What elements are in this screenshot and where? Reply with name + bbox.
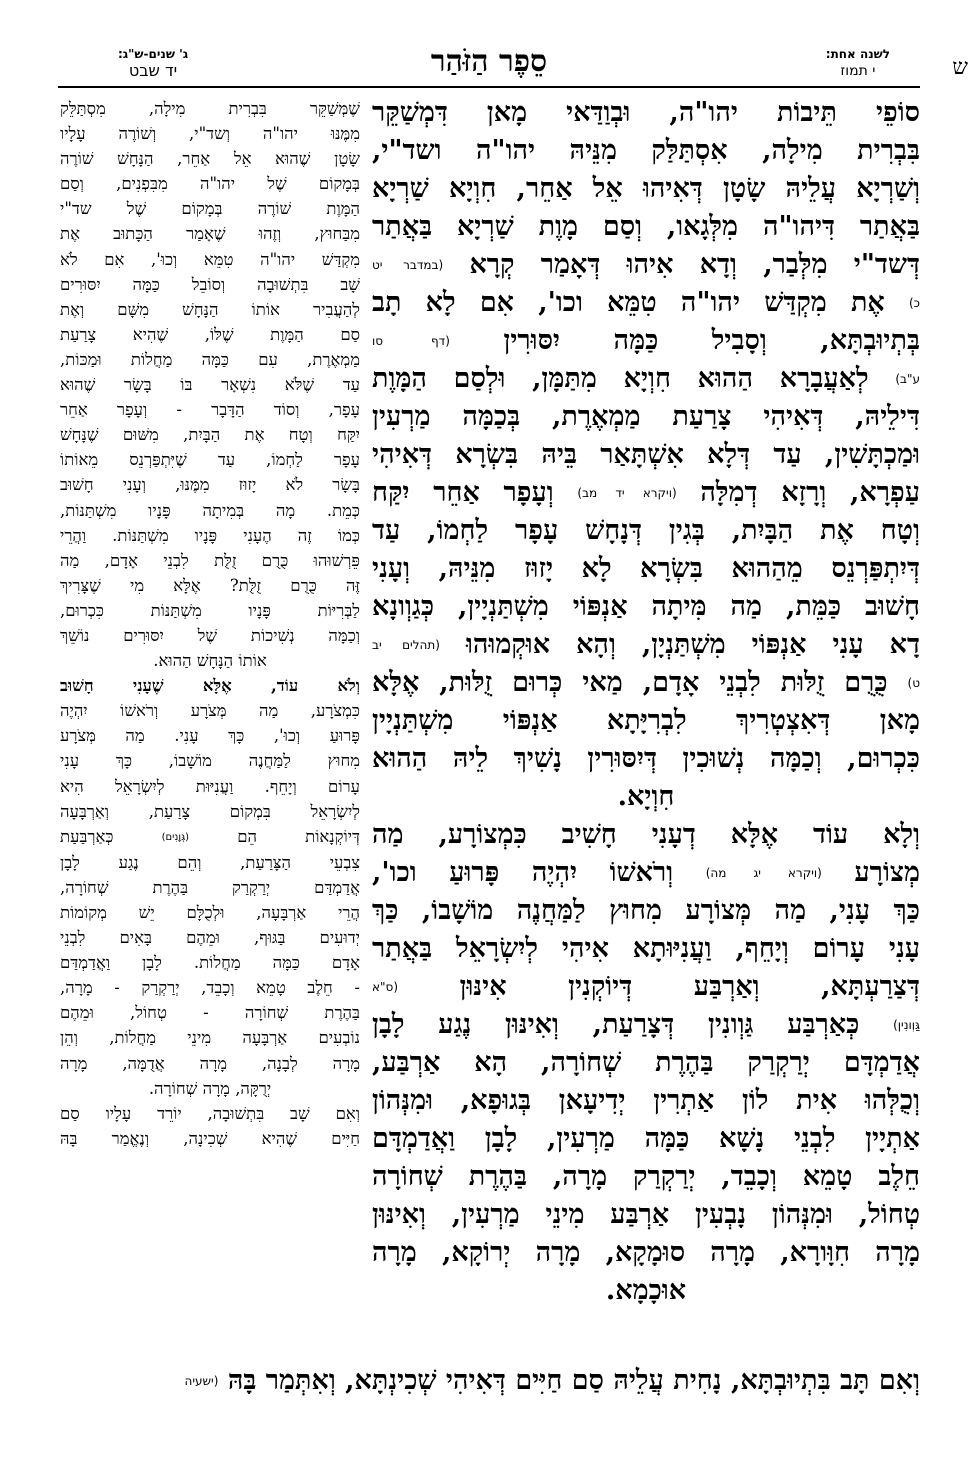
translation-line: צִבְעֵי הַצָּרַעַת, וְהֵם נֶגַע לָבָן [60,852,360,872]
translation-line: כְּמוֹ זֶה הֶעָנִי פָּנָיו מִשְׁתַּנּוֹת. וַהֲרֵי [60,525,360,545]
main-line: אַתְיָין לִבְנֵי נָשָׁא כַּמָּה מַרְעִין, לָבָן וַאֲדַמְדָּם [372,1123,920,1154]
main-line: דְּשד"י מִלְּבַר, וְדָא אִיהוּ דְּאָמַר קְרָא (במדבר יט [372,249,920,280]
translation-line: נוֹבְעִים אַרְבָּעָה מִינֵי מַחֲלוֹת, וְהֵן [60,1028,360,1048]
translation-line: לַבְּרִיּוֹת פָּנָיו מִשְׁתַּנּוֹת כִּכְרוּם, [60,600,360,620]
translation-line: עָפָר לַחְמוֹ, עַד שֶׁיִּתְפַּרְנֵס מֵאוֹתוֹ [60,450,360,470]
main-line: כַּךְ עָנִי, מַה מְּצוֹרָע מִחוּץ לַמַּחֲנֶה מוֹשָׁבוֹ, כַּךְ [372,895,920,926]
schedule-three-years-date: יד שבט [128,61,178,80]
main-line: כִּכְרוּם, וְכַמָּה נְשׁוּכִין דְּיִסּוּרִין נָשִׁיךְ לֵיהּ הַהוּא [372,743,920,774]
translation-line: מִחוּץ לַמַּחֲנֶה מוֹשָׁבוֹ, כָּךְ עָנִי [60,751,360,771]
main-line: וְטָח אֶת הַבָּיִת, בְּגִין דְּנָחָשׁ עָפָר לַחְמוֹ, עַד [372,515,920,546]
verse-reference: (ויקרא יג מה) [705,866,822,880]
main-line: מָאן דְּאִצְטְרִיךְ לִבְרִיָּתָא אַנְפּוֹי מִשְׁתַּנְיָין [372,705,920,736]
main-line: דִּילֵיהּ, דְּאִיהִי צָרַעַת מַמְאֶרֶת, בְּכַמָּה מַרְעִין [372,401,920,432]
translation-line: דְּיוֹקְנָאוֹת הֵם (גְּוָנִים) כְּאַרְבַּעַת [60,826,360,846]
translation-line: בְּמָקוֹם שֶׁל יהו"ה מִבִּפְנִים, וְסַם [60,174,360,194]
variant-reference: גַּוְונִין) [893,1018,920,1032]
variant-reference: (ס"א [372,980,399,994]
full-width-line [60,1362,920,1400]
main-line: עַפְרָא, וְרָזָא דְמִלָּה (ויקרא יד מב) וְעָפָר אַחֵר יִקַּח [372,477,920,508]
main-line: דְּיִתְפַּרְנֵס מֵהַהוּא בִּשְׂרָא לָא יָזוּז מִנֵּיהּ, וְעָנִי [372,553,920,584]
translation-line: שָׂטָן שֶׁהוּא אֵל אַחֵר, הַנָּחָשׁ שׁוֹרֶה [60,149,360,169]
translation-line: זֶּה כֻּרֻם זֻלֻּת? אֶלָּא מִי שֶׁצָּרִיךְ [60,575,360,595]
translation-line: עַד שֶׁלֹּא נִשְׁאָר בּוֹ בָּשָׂר שֶׁהוּא [60,375,360,395]
translation-line: כְּמֵת. מָה בְּמִיתָה פָּנָיו מִשְׁתַּנּוֹת, [60,500,360,520]
translation-line: מִבַּחוּץ, וְזֶהוּ שֶׁאָמַר הַכָּתוּב אֶת [60,224,360,244]
folio-reference: (דף סו [372,334,450,348]
main-line: בְּתְיוּבְתָּא, וְסָבִיל כַּמָּה יִסּוּרִין (דף סו [372,325,920,356]
main-line: ע"ב) לְאַעֲבָרָא הַהוּא חִוְיָא מִתַּמָּן, וּלְסַם הַמָּוֶת [372,363,920,394]
main-line: וְשַׁרְיָא עֲלֵיהּ שָׂטָן דְּאִיהוּ אֵל אַחֵר, חִוְיָא שַׁרְיָא [372,173,920,204]
verse-reference: כ) [908,296,921,310]
translation-line: שָׁב בִּתְשׁוּבָה וְסוֹבֵל כַּמָּה יִסּוּרִים [60,274,360,294]
main-line: דְּצַרַעְתָּא, וְאַרְבַּע דְּיוֹקְנִין אִינּוּן (ס"א [372,971,920,1002]
translation-line: וְלֹא עוֹד, אֶלָּא שֶׁעָנִי חָשׁוּב [60,676,360,696]
main-line: אֲדַמְדָּם יְרַקְרַק בַּהֶרֶת שְׁחוֹרָה, הָא אַרְבַּע, [372,1047,920,1078]
main-text-column [372,94,920,1310]
translation-line: עָרוֹם וְיָחֵף. וַעֲנִיּוּת לְיִשְׂרָאֵל הִיא [60,776,360,796]
translation-line: הֲרֵי אַרְבָּעָה, וּלְכֻלָּם יֵשׁ מְקוֹמוֹת [60,903,360,922]
translation-line: מִמֶּנּוּ יהו"ה וְשד"י, וְשׁוֹרֶה עָלָיו [60,124,360,144]
variant-reference: (גְּוָנִים) [161,831,190,843]
main-line: גַּוְונִין) כְּאַרְבַּע גַּוְונִין דְּצָרַעַת, וְאִינּוּן נֶגַע לָבָן [372,1009,920,1040]
main-line: מְצוֹרָע (ויקרא יג מה) וְרֹאשׁוֹ יִהְיֶה פָּרוּעַ וכו', [372,857,921,888]
book-title: סֵפֶר הַזֹּהַר [430,44,548,79]
translation-line: לְיִשְׂרָאֵל בִּמְקוֹם צָרַעַת, וְאַרְבָּעָה [60,801,360,821]
schedule-three-years [118,46,188,80]
full-width-line-text: וְאִם תָּב בִּתְיוּבְתָּא, נָחִית עֲלֵיהּ סַם חַיִּים דְּאִיהִי שְׁכִינְתָּא, וְאִתְּמַר בָּהּ [227,1365,920,1396]
verse-reference: (תהלים יב [372,638,440,652]
page-header [58,44,968,88]
main-line: אוּכָמָא. [605,1275,687,1306]
translation-line: מַמְאֶרֶת, עִם כַּמָּה מַחֲלוֹת וּמַכּוֹת, [60,349,360,369]
main-line: כ) אֶת מִקְדַּשׁ יהו"ה טִמֵּא וכו', אִם לָא תָב [372,287,921,318]
translation-line: פֵּרְשׁוּהוּ כֻּרֻם זֻלֻּת לִבְנֵי אָדָם, מַה [60,550,360,570]
main-line: דָא עָנִי אַנְפּוֹי מִשְׁתַּנְיָן, וְהָא אוּקְמוּהוּ (תהלים יב [372,629,920,660]
main-line: חָשׁוּב כַּמֵּת, מַה מִּיתָה אַנְפּוֹי מִשְׁתַּנְיָין, כְּגַוְונָא [372,591,920,622]
main-line: בִּבְרִית מִילָה, אִסְתַּלַּק מִנֵּיהּ יהו"ה ושד"י, [372,135,920,166]
translation-line: בָּשָׂר לֹא יָזוּז מִמֶּנּוּ, וְעָנִי חָשׁוּב [60,475,360,495]
main-line: סוֹפֵי תֵּיבוֹת יהו"ה, וּבְוַדַּאי מָאן דִּמְשַׁקֵּר [372,97,920,128]
translation-line: מִקְדַּשׁ יהו"ה טִמֵּא וְכוּ', אִם לֹא [60,249,360,269]
verse-reference: (ישעיה [184,1374,219,1388]
translation-line: חַיִּים שֶׁהִיא שְׁכִינָה, וְנֶאֱמַר בָּהּ [60,1128,360,1148]
main-line: חִוְיָא. [617,781,675,812]
page-marker: ש [952,55,968,80]
main-line: עָנִי עָרוֹם וְיָחֵף, וַעֲנִיּוּתָא אִיהִי לְיִשְׂרָאֵל בַּאֲתַר [372,933,920,964]
main-line: טְחוֹל, וּמִנְּהוֹן נָבְעִין אַרְבַּע מִינֵי מַרְעִין, וְאִינּוּן [372,1199,920,1230]
translation-line: יְרֻקָּה, מָרָה שְׁחוֹרָה. [148,1078,272,1098]
translation-line: פָּרוּעַ וְכוּ', כָּךְ עָנִי. מַה מְּצֹרָע [60,726,360,746]
translation-line: יִקַּח וְטָח אֶת הַבָּיִת, מִשּׁוּם שֶׁנָּחָשׁ [60,425,360,445]
main-line: וְלָא עוֹד אֶלָּא דְעָנִי חָשִׁיב כִּמְצוֹרָע, מַה [372,819,920,850]
translation-line: יְדוּעִים בַּגּוּף, וּמֵהֶם בָּאִים לִבְנֵי [60,928,360,948]
translation-line: וְכַמָּה נְשִׁיכוֹת שֶׁל יִסּוּרִים נוֹשֵׁךְ [60,625,360,645]
main-line: מָרָה חִוָּורָא, מָרָה סוּמָקָא, מָרָה יְרוֹקָא, מָרָה [372,1237,920,1268]
translation-line: לְהַעֲבִיר אוֹתוֹ הַנָּחָשׁ מִשָּׁם וְאֶת [60,299,360,319]
main-line: וּמַכְתָּשִׁין, עַד דְּלָא אִשְׁתָּאַר בֵּיהּ בִּשְׂרָא דְּאִיהִי [372,439,920,470]
translation-line: - חֵלֶב טָמֵא וְכָבֵד, יְרַקְרַק - מָרָה, [60,978,360,998]
main-line: בַּאֲתַר דִּיהו"ה מִלְּגָאו, וְסַם מָוֶת שַׁרְיָא בַּאֲתַר [372,211,920,242]
main-line: חֵלֶב טָמֵא וְכָבֵד, יְרַקְרַק מָרָה, בַּהֶרֶת שְׁחוֹרָה [372,1161,920,1192]
translation-line: סַם הַמָּוֶת שֶׁלּוֹ, שֶׁהִיא צָרַעַת [60,324,360,344]
translation-line: אָדָם כַּמָּה מַחֲלוֹת. לָבָן וַאֲדַמְדַּם [60,953,360,973]
translation-line: עָפָר, וְסוֹד הַדָּבָר - וְעָפָר אַחֵר [60,400,360,420]
schedule-one-year-label: לשנה אחת: [825,47,890,61]
translation-column [60,96,360,1151]
schedule-one-year-date: י תמוז [840,63,876,79]
verse-reference: ט) [907,676,920,690]
translation-line: הַמָּוֶת שׁוֹרֶה בְּמָקוֹם שֶׁל שד"י [60,199,360,219]
translation-line: אֲדַמְדַּם יְרַקְרַק בַּהֶרֶת שְׁחוֹרָה, [60,877,360,897]
verse-reference: (ויקרא יד מב) [577,486,677,500]
translation-line: שֶׁמְּשַׁקֵּר בִּבְרִית מִילָה, מִסְתַּלֵּק [60,99,360,118]
main-line: וְכֻלְּהוּ אִית לוֹן אַתְרִין יְדִיעָאן בְּגוּפָא, וּמִנְּהוֹן [372,1085,920,1116]
translation-line: כִּמְצֹרָע, מַה מְּצֹרָע וְרֹאשׁוֹ יִהְיֶה [60,701,360,721]
schedule-three-years-label: ג' שנים-ש"ג: [118,47,189,61]
folio-reference: ע"ב) [895,372,920,386]
translation-line: בַּהֶרֶת שְׁחוֹרָה - טְחוֹל, וּמֵהֶם [60,1003,360,1023]
translation-line: וְאִם שָׁב בִּתְשׁוּבָה, יוֹרֵד עָלָיו סַם [60,1103,360,1123]
translation-line: אוֹתוֹ הַנָּחָשׁ הַהוּא. [153,651,267,671]
translation-line: מָרָה לְבָנָה, מָרָה אֲדֻמָּה, מָרָה [60,1053,360,1073]
verse-reference: (במדבר יט [372,258,444,272]
main-line: ט) כֻּרֻם זֻלּוּת לִבְנֵי אָדָם, מַאי כְּרוּם זֻלּוּת, אֶלָּא [372,667,920,698]
